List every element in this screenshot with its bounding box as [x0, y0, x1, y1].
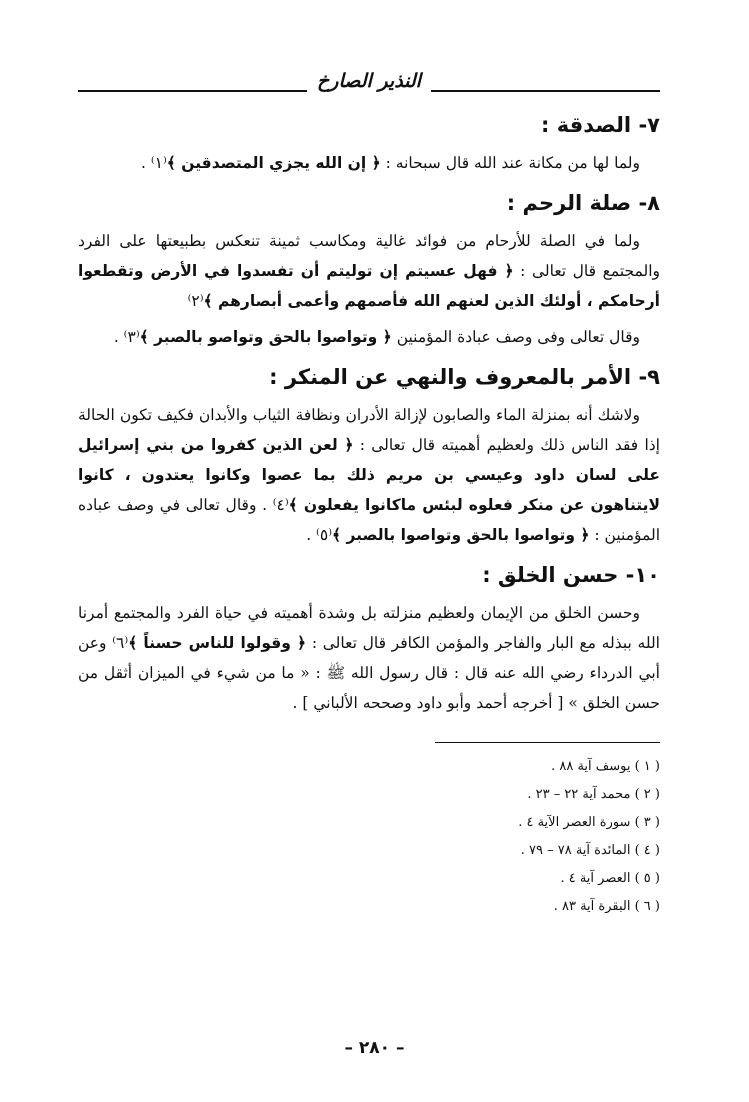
section-heading: ٩- الأمر بالمعروف والنهي عن المنكر :: [269, 365, 660, 389]
footnote-item: ( ٣ ) سورة العصر الآية ٤ .: [518, 815, 660, 830]
section-heading: ٧- الصدقة :: [541, 113, 660, 137]
page-number: – ٢٨٠ –: [344, 1038, 405, 1058]
paragraph-text: ⁽١⁾ .: [140, 154, 167, 172]
quran-quote: ﴿ إن الله يجزي المتصدقين ﴾: [166, 154, 381, 172]
running-header: [78, 60, 660, 100]
paragraph-text: ⁽٢⁾: [187, 292, 204, 310]
quran-quote: ﴿ وتواصوا بالحق وتواصوا بالصبر ﴾: [332, 526, 590, 544]
footnote-item: ( ٦ ) البقرة آية ٨٣ .: [553, 899, 660, 914]
section-heading: ٨- صلة الرحم :: [506, 191, 660, 215]
footnote-item: ( ١ ) يوسف آية ٨٨ .: [551, 759, 660, 774]
section-paragraph: [78, 322, 660, 352]
content: [78, 110, 660, 718]
section-heading: ١٠- حسن الخلق :: [482, 563, 660, 587]
header-title: النذير الصارخ: [307, 70, 431, 92]
paragraph-text: ⁽٤⁾ . وقال تعالى في وصف عباده المؤمنين :: [78, 496, 660, 544]
paragraph-text: وقال تعالى وفى وصف عبادة المؤمنين: [391, 328, 640, 346]
quran-quote: ﴿ لعن الذين كفروا من بني إسرائيل على لسان داود وعيسي بن مريم ذلك بما عصوا وكانوا يعتدون ، كانوا لايتناهون عن منكر فعلوه لبئس ماكانوا يفعلون ﴾: [78, 436, 660, 514]
paragraph-text: وحسن الخلق من الإيمان ولعظيم منزلته بل وشدة أهميته في حياة الفرد والمجتمع أمرنا الله ببذله مع البار والفاجر والمؤمن الكافر قال تعالى :: [78, 604, 660, 652]
quran-quote: ﴿ وتواصوا بالحق وتواصو بالصبر ﴾: [139, 328, 392, 346]
footnote-item: ( ٥ ) العصر آية ٤ .: [560, 871, 660, 886]
quran-quote: ﴿ فهل عسيتم إن توليتم أن تفسدوا في الأرض وتقطعوا أرحامكم ، أولئك الذين لعنهم الله فأصمهم وأعمى أبصارهم ﴾: [78, 262, 660, 310]
section-paragraph: [78, 598, 660, 718]
page-body: [78, 60, 660, 921]
footnotes: [78, 753, 660, 921]
section-paragraph: [78, 226, 660, 316]
paragraph-text: ولما لها من مكانة عند الله قال سبحانه :: [380, 154, 640, 172]
paragraph-text: ولما في الصلة للأرحام من فوائد غالية ومكاسب ثمينة تنعكس بطبيعتها على الفرد والمجتمع قال تعالى :: [78, 232, 660, 280]
footnote-item: ( ٤ ) المائدة آية ٧٨ – ٧٩ .: [520, 843, 660, 858]
footnote-rule: [435, 742, 660, 743]
quran-quote: ﴿ وقولوا للناس حسناً ﴾: [128, 634, 307, 652]
section-paragraph: [78, 400, 660, 550]
footnote-item: ( ٢ ) محمد آية ٢٢ – ٢٣ .: [527, 787, 660, 802]
section-paragraph: [78, 148, 660, 178]
paragraph-text: ⁽٣⁾ .: [113, 328, 140, 346]
paragraph-text: ⁽٦⁾ وعن أبي الدرداء رضي الله عنه قال : قال رسول الله ﷺ : « ما من شيء في الميزان أثقل من حسن الخلق » [ أخرجه أحمد وأبو داود وصححه الألباني ] .: [78, 634, 660, 712]
paragraph-text: ولاشك أنه بمنزلة الماء والصابون لإزالة الأدران ونظافة الثياب والأبدان فكيف تكون الحالة إذا فقد الناس ذلك ولعظيم أهميته قال تعالى :: [78, 406, 660, 454]
paragraph-text: ⁽٥⁾ .: [306, 526, 333, 544]
